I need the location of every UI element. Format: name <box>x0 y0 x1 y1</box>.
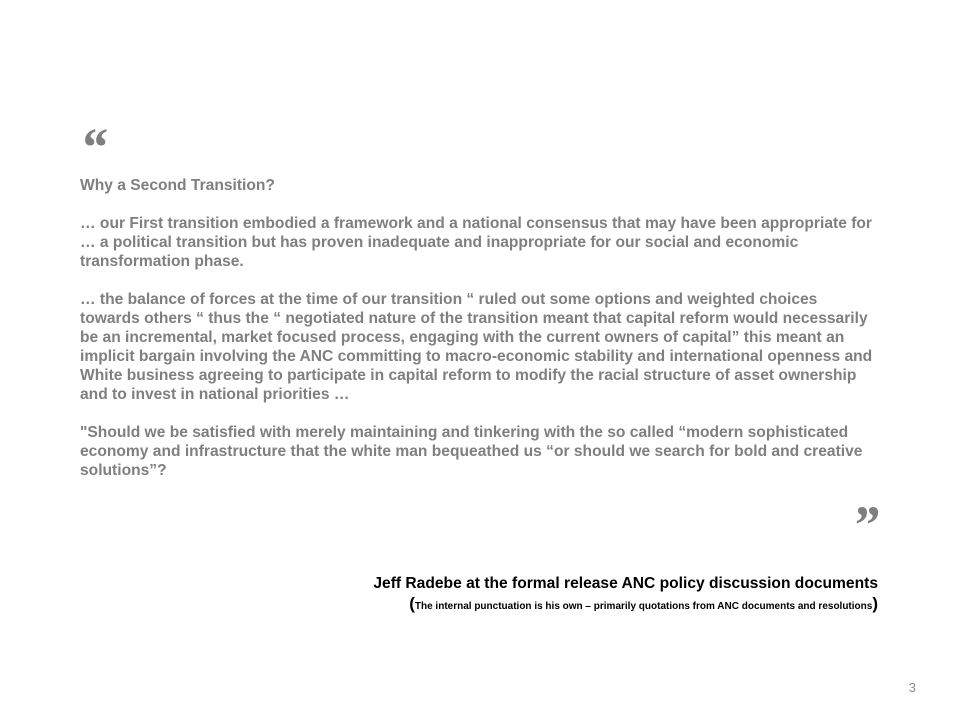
quote-paragraph-1: … our First transition embodied a framework and a national consensus that may have been appropriate for … a political transition but has proven inadequate and inappropriate for our social and economic transformation phase. <box>80 215 872 270</box>
page-number: 3 <box>908 680 916 695</box>
close-quote-icon: ” <box>852 495 879 555</box>
note-paren-open: ( <box>409 594 415 613</box>
quote-body <box>80 176 880 499</box>
quote-heading: Why a Second Transition? <box>80 177 275 194</box>
attribution-note: The internal punctuation is his own – primarily quotations from ANC documents and resolutions <box>414 601 873 612</box>
quote-paragraph-3: "Should we be satisfied with merely maintaining and tinkering with the so called “modern sophisticated economy and infrastructure that the white man bequeathed us “or should we search for bold and creative solutions”? <box>80 424 863 479</box>
attribution-name: Jeff Radebe at the formal release ANC policy discussion documents <box>373 575 878 592</box>
quote-paragraph-2: … the balance of forces at the time of our transition “ ruled out some options and weighted choices towards others “ thus the “ negotiated nature of the transition meant that capital reform would necessarily be an incremental, market focused process, engaging with the current owners of capital” this meant an implicit bargain involving the ANC committing to macro-economic stability and international openness and White business agreeing to participate in capital reform to modify the racial structure of asset ownership and to invest in national priorities … <box>80 291 873 403</box>
attribution-note-line <box>373 594 878 616</box>
open-quote-icon: “ <box>80 117 107 177</box>
attribution <box>373 574 878 616</box>
note-paren-close: ) <box>872 594 878 613</box>
